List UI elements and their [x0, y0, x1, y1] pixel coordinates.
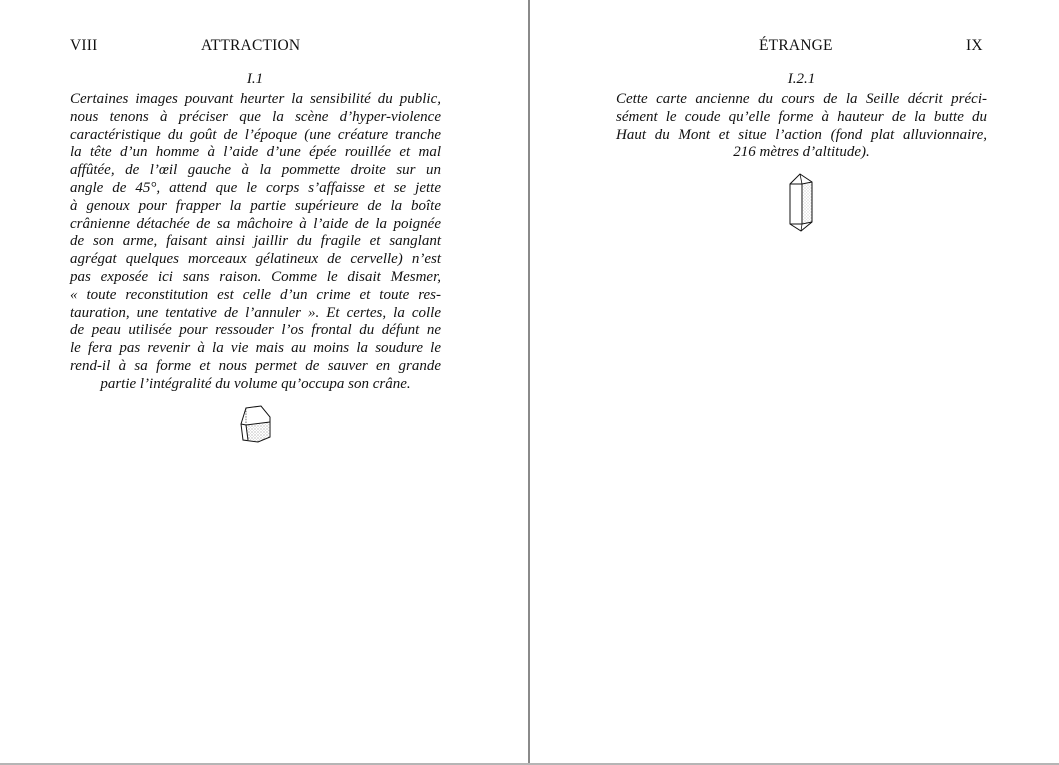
text-line: agrégat quelques morceaux gélatineux de cervelle) n’est — [70, 251, 441, 268]
text-line: tauration, une tentative de l’annuler ». Et certes, la colle — [70, 304, 441, 321]
right-body-paragraph — [616, 91, 987, 162]
text-line: sément le coude qu’elle forme à hauteur de la butte du — [616, 108, 987, 125]
text-line: pas exposée ici sans raison. Comme le disait Mesmer, — [70, 268, 441, 285]
right-running-head: ÉTRANGE — [759, 37, 833, 54]
text-line: de son arme, faisant ainsi jaillir du fragile et sanglant — [70, 233, 441, 250]
left-page — [0, 0, 528, 765]
left-section-number: I.1 — [246, 71, 264, 87]
right-folio: IX — [966, 37, 983, 54]
text-line: la tête d’un homme à l’aide d’une épée rouillée et mal — [70, 144, 441, 161]
text-line: 216 mètres d’altitude). — [733, 144, 870, 161]
text-line: crânienne détachée de sa mâchoire à l’aide de la poignée — [70, 215, 441, 232]
text-line: à genoux pour frapper la partie supérieure de la boîte — [70, 197, 441, 214]
text-line: caractéristique du goût de l’époque (une créature tranche — [70, 126, 441, 143]
right-section-number: I.2.1 — [787, 71, 816, 87]
text-line: angle de 45°, attend que le corps s’affaisse et se jette — [70, 179, 441, 196]
text-line: partie l’intégralité du volume qu’occupa son crâne. — [100, 375, 411, 392]
text-line: de peau utilisée pour ressouder l’os frontal du défunt ne — [70, 322, 441, 339]
left-body-paragraph — [70, 91, 441, 394]
text-line: Certaines images pouvant heurter la sensibilité du public, — [70, 91, 441, 107]
text-line: affûtée, de l’œil gauche à la pommette droite sur un — [70, 162, 441, 179]
text-line: le fera pas revenir à la vie mais au moins la soudure le — [70, 340, 441, 357]
left-running-head: ATTRACTION — [201, 37, 301, 54]
text-line: rend-il à sa forme et nous permet de sauver en grande — [70, 357, 441, 374]
text-line: Cette carte ancienne du cours de la Seille décrit préci- — [616, 91, 987, 107]
crystal-icon — [239, 404, 273, 444]
text-line: nous tenons à préciser que la scène d’hyper-violence — [70, 108, 441, 125]
text-line: « toute reconstitution est celle d’un crime et toute res- — [70, 286, 441, 303]
left-folio: VIII — [70, 37, 98, 54]
text-line: Haut du Mont et situe l’action (fond plat alluvionnaire, — [616, 126, 987, 143]
crystal-icon — [786, 172, 818, 234]
right-page — [530, 0, 1059, 765]
